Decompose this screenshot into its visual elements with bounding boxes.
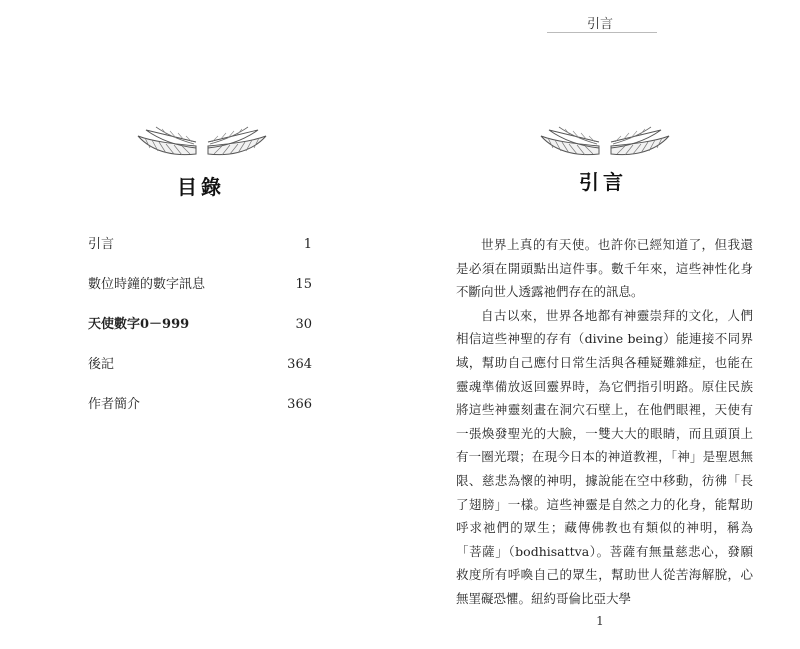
toc-entry-label: 後記 xyxy=(88,357,115,372)
toc-entry-label: 數位時鐘的數字訊息 xyxy=(88,277,206,292)
toc-entry-page: 15 xyxy=(295,277,312,292)
toc-entry[interactable] xyxy=(88,233,312,273)
toc-entry-page: 366 xyxy=(287,397,312,412)
wings-ornament-icon xyxy=(535,124,675,162)
chapter-body xyxy=(456,233,753,611)
body-paragraph: 自古以來，世界各地都有神靈崇拜的文化，人們相信這些神聖的存有（divine being）能連接不同界域，幫助自己應付日常生活與各種疑難雜症，也能在靈魂準備放返回靈界時，為它們指引明路。原住民族將這些神靈刻畫在洞穴石壁上，在他們眼裡，天使有一張煥發聖光的大臉，一雙大大的眼睛，而且頭頂上有一圈光環；在現今日本的神道教裡，「神」是聖恩無限、慈悲為懷的神明，據說能在空中移動，彷彿「長了翅膀」一樣。這些神靈是自然之力的化身，能幫助呼求祂們的眾生；藏傳佛教也有類似的神明，稱為「菩薩」（bodhisattva）。菩薩有無量慈悲心，發願救度所有呼喚自己的眾生，幫助世人從苦海解脫，心無罣礙恐懼。紐約哥倫比亞大學 xyxy=(456,307,753,606)
toc-entry-page: 1 xyxy=(303,237,312,252)
table-of-contents xyxy=(88,233,312,433)
toc-entry-page: 364 xyxy=(287,357,312,372)
page-number: 1 xyxy=(596,614,604,628)
toc-entry[interactable] xyxy=(88,273,312,313)
right-page xyxy=(400,0,800,649)
toc-entry[interactable] xyxy=(88,353,312,393)
toc-entry-page: 30 xyxy=(295,317,312,332)
chapter-title: 引言 xyxy=(579,170,627,194)
toc-entry[interactable] xyxy=(88,393,312,433)
header-rule xyxy=(547,32,657,33)
running-header: 引言 xyxy=(586,17,613,32)
toc-title: 目錄 xyxy=(177,175,225,199)
toc-entry[interactable] xyxy=(88,313,312,353)
toc-entry-label: 天使數字0－999 xyxy=(88,317,190,332)
toc-entry-label: 引言 xyxy=(88,237,115,252)
wings-ornament-icon xyxy=(132,124,272,162)
toc-entry-label: 作者簡介 xyxy=(88,397,141,412)
body-paragraph: 世界上真的有天使。也許你已經知道了，但我還是必須在開頭點出這件事。數千年來，這些神性化身不斷向世人透露祂們存在的訊息。 xyxy=(456,237,753,300)
